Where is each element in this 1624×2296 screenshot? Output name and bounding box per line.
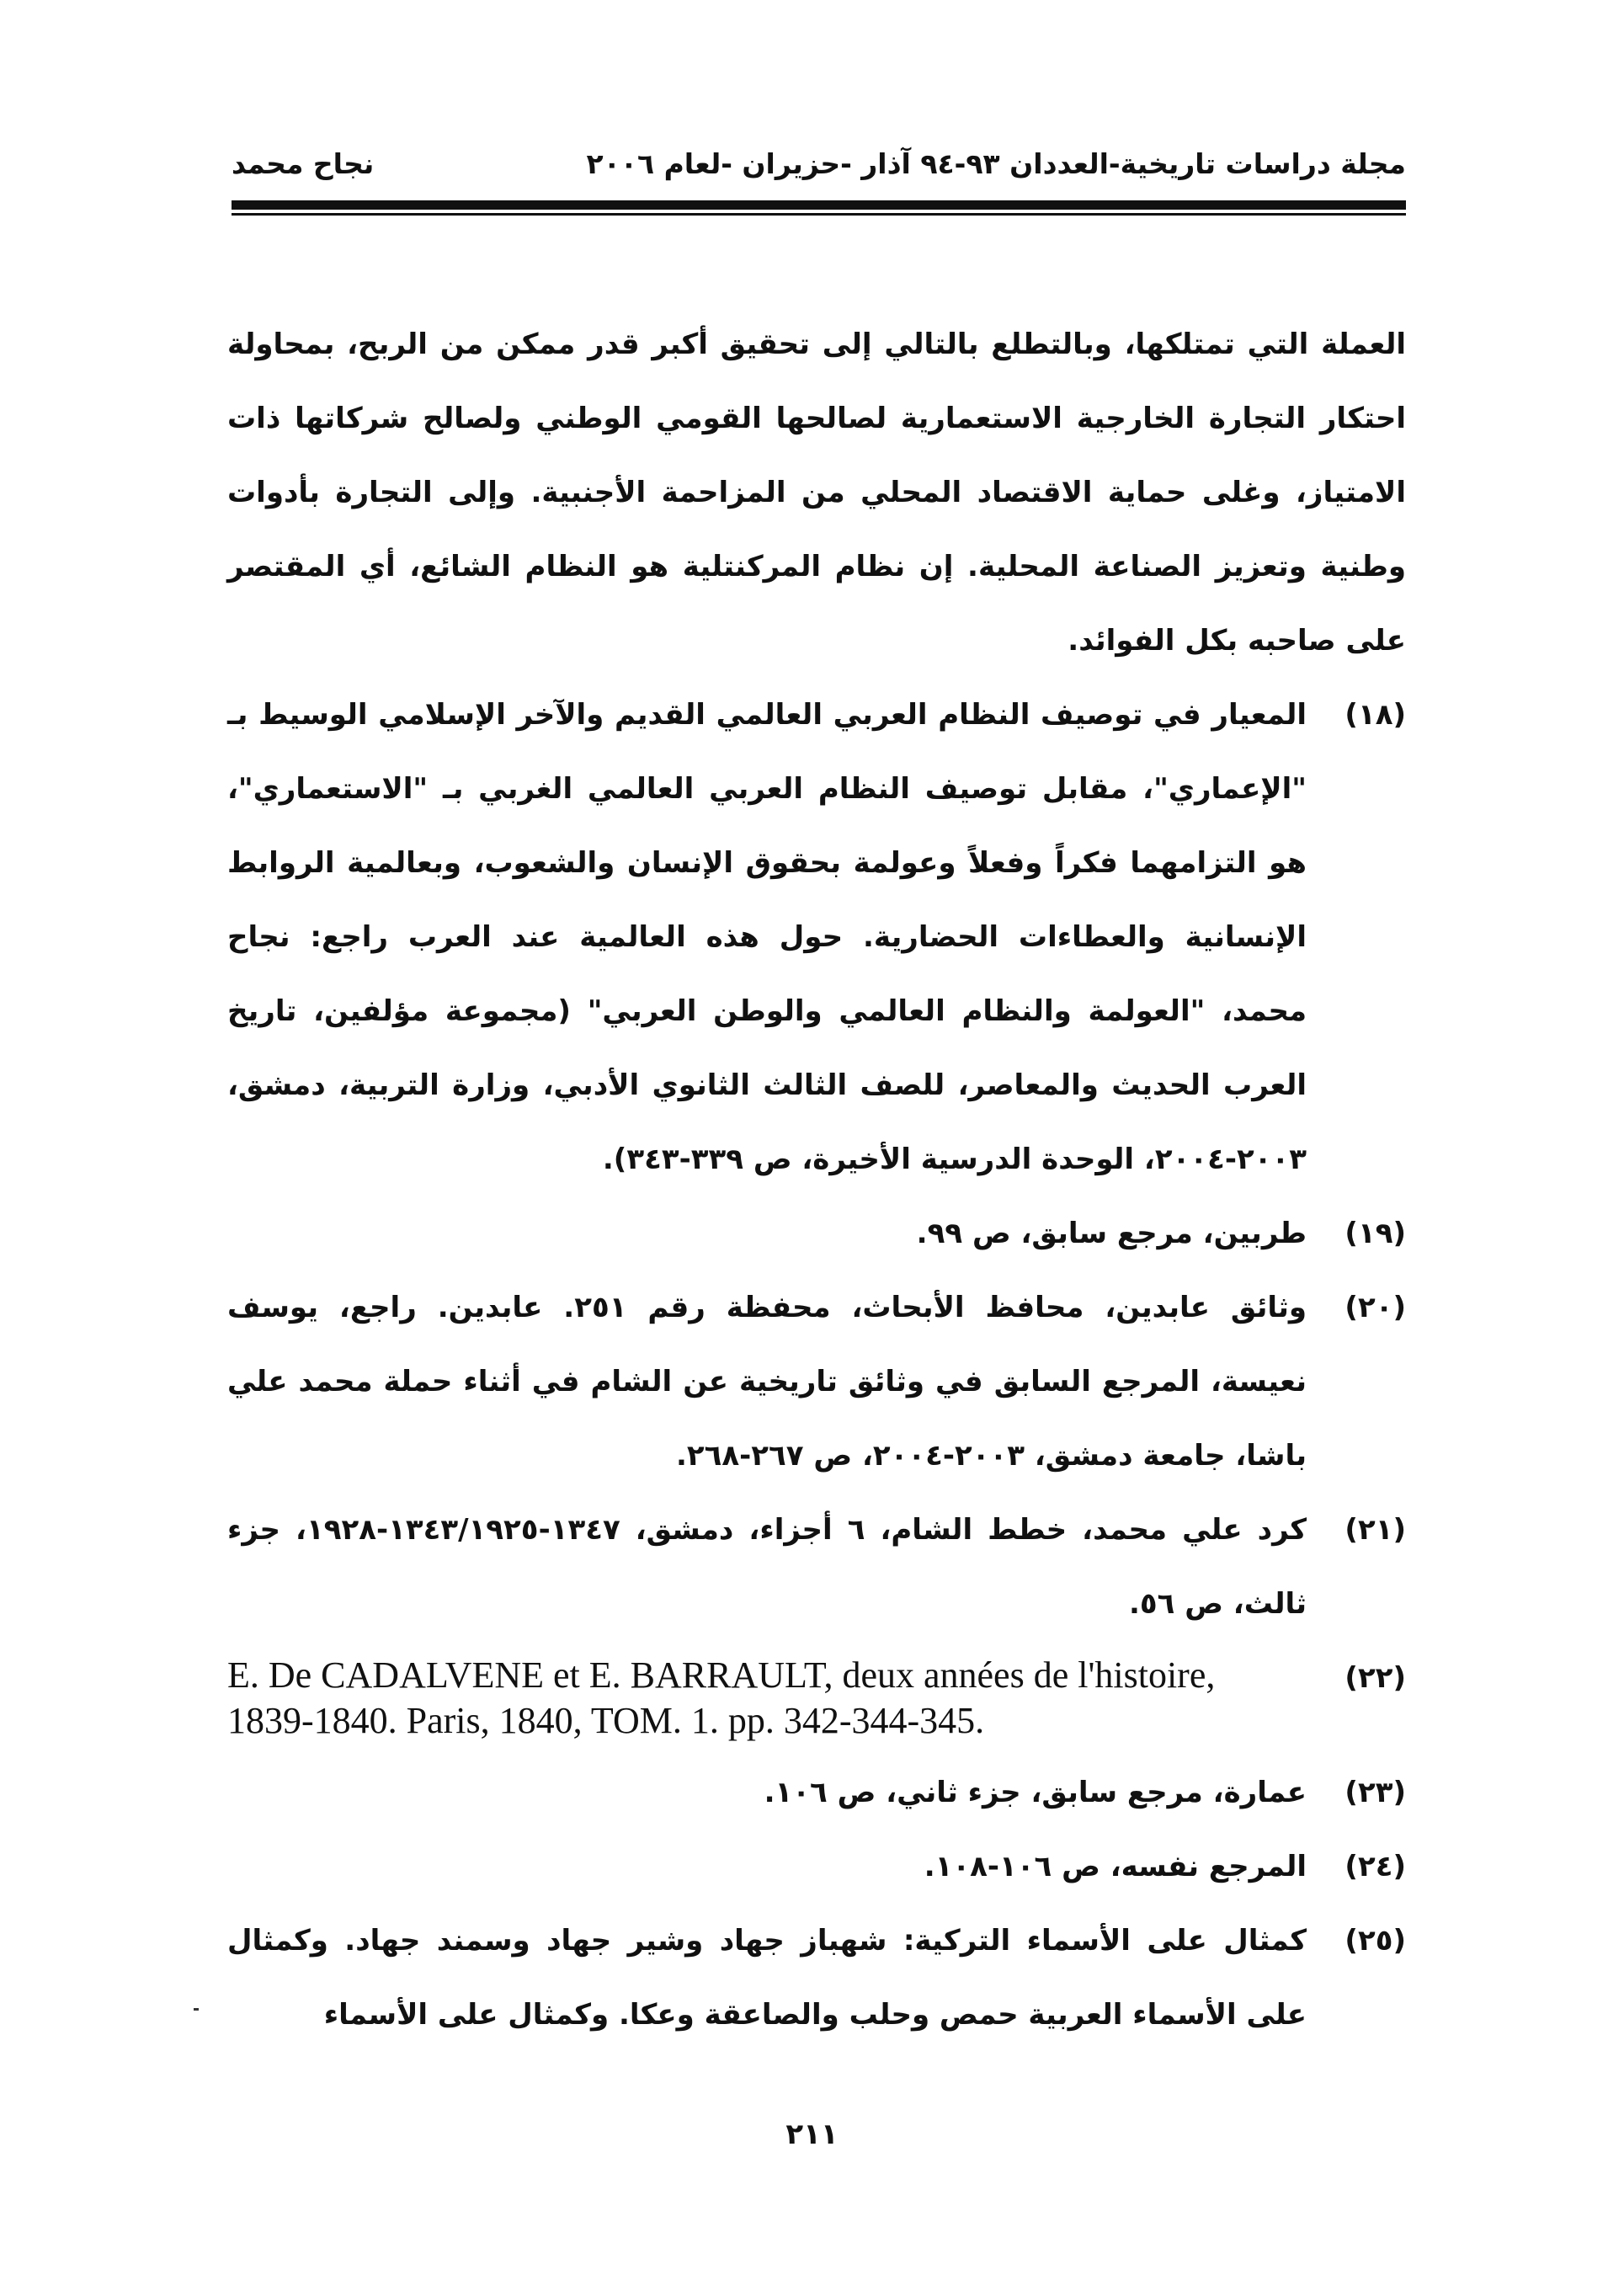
header-rule: [232, 200, 1406, 210]
footnote-19: [227, 1196, 1406, 1271]
footnote-18: [227, 678, 1406, 1196]
scan-speck: [194, 2008, 199, 2011]
running-header: [232, 147, 1406, 189]
footnote-24: [227, 1830, 1406, 1904]
footnote-text: كرد علي محمد، خطط الشام، ٦ أجزاء، دمشق، ١٣٤٧-١٣٤٣/١٩٢٥-١٩٢٨، جزء ثالث، ص ٥٦.: [227, 1513, 1307, 1621]
footnote-number: (٢٥): [1344, 1924, 1406, 1958]
footnote-22: [227, 1641, 1406, 1755]
author-name: نجاح محمد: [232, 147, 375, 180]
footnote-number: (٢٢): [1344, 1661, 1406, 1695]
footnote-text: وثائق عابدين، محافظ الأبحاث، محفظة رقم ٢٥١. عابدين. راجع، يوسف نعيسة، المرجع السابق في وثائق تاريخية عن الشام في أثناء حملة محمد علي باشا، جامعة دمشق، ٢٠٠٣-٢٠٠٤، ص ٢٦٧-٢٦٨.: [227, 1291, 1307, 1473]
footnote-text: المرجع نفسه، ص ١٠٦-١٠٨.: [924, 1850, 1307, 1883]
footnote-number: (١٩): [1344, 1217, 1406, 1250]
footnote-20: [227, 1271, 1406, 1493]
header-rule-thin: [232, 213, 1406, 216]
page-body: [227, 307, 1406, 2052]
footnote-21: [227, 1493, 1406, 1641]
footnote-text: E. De CADALVENE et E. BARRAULT, deux années de l'histoire, 1839-1840. Paris, 1840, TOM. 1. pp. 342-344-345.: [227, 1654, 1216, 1741]
footnote-number: (١٨): [1344, 698, 1406, 732]
footnote-25: [227, 1904, 1406, 2052]
footnote-23: [227, 1755, 1406, 1830]
page-number: ٢١١: [785, 2118, 839, 2151]
footnote-number: (٢٠): [1344, 1291, 1406, 1324]
footnote-number: (٢٣): [1344, 1776, 1406, 1809]
footnote-text: المعيار في توصيف النظام العربي العالمي القديم والآخر الإسلامي الوسيط بـ "الإعماري"، مقابل توصيف النظام العربي العالمي الغربي بـ "الاستعماري"، هو التزامهما فكراً وفعلاً وعولمة بحقوق الإنسان والشعوب، وبعالمية الروابط الإنسانية والعطاءات الحضارية. حول هذه العالمية عند العرب راجع: نجاح محمد، "العولمة والنظام العالمي والوطن العربي" (مجموعة مؤلفين، تاريخ العرب الحديث والمعاصر، للصف الثالث الثانوي الأدبي، وزارة التربية، دمشق، ٢٠٠٣-٢٠٠٤، الوحدة الدرسية الأخيرة، ص ٣٣٩-٣٤٣).: [227, 698, 1307, 1176]
footnote-number: (٢٤): [1344, 1850, 1406, 1883]
footnote-text: عمارة، مرجع سابق، جزء ثاني، ص ١٠٦.: [764, 1776, 1307, 1809]
journal-title: مجلة دراسات تاريخية-العددان ٩٣-٩٤ آذار -حزيران -لعام ٢٠٠٦: [586, 147, 1406, 180]
footnote-text: طربين، مرجع سابق، ص ٩٩.: [916, 1217, 1307, 1250]
footnote-text: كمثال على الأسماء التركية: شهباز جهاد وشير جهاد وسمند جهاد. وكمثال على الأسماء العربية حمص وحلب والصاعقة وعكا. وكمثال على الأسماء: [227, 1924, 1307, 2032]
footnote-number: (٢١): [1344, 1513, 1406, 1547]
body-paragraph: العملة التي تمتلكها، وبالتطلع بالتالي إلى تحقيق أكبر قدر ممكن من الربح، بمحاولة احتكار التجارة الخارجية الاستعمارية لصالحها القومي الوطني ولصالح شركاتها ذات الامتياز، وغلى حماية الاقتصاد المحلي من المزاحمة الأجنبية. وإلى التجارة بأدوات وطنية وتعزيز الصناعة المحلية. إن نظام المركنتلية هو النظام الشائع، أي المقتصر على صاحبه بكل الفوائد.: [227, 328, 1406, 658]
